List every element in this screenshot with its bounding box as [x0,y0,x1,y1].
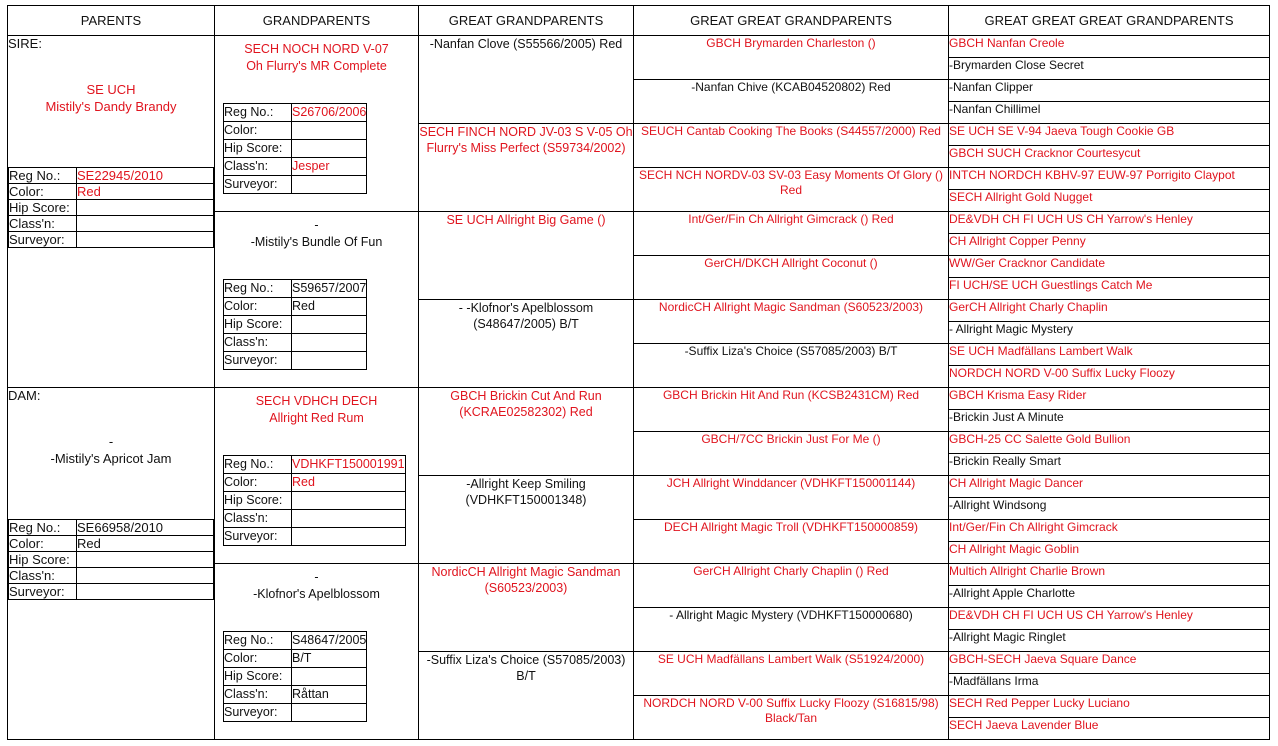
grandparent-name: -Klofnor's Apelblossom [253,587,380,601]
grandparent-hip-label: Hip Score: [224,492,292,510]
grandparent-info-row [224,176,367,194]
great-great-great-grandparent-cell: GBCH-SECH Jaeva Square Dance [949,652,1270,674]
grandparent-info-row [224,704,367,722]
parent-info-row [9,232,214,248]
parent-surveyor-value [77,584,214,600]
grandparent-surveyor-label: Surveyor: [224,528,292,546]
great-great-grandparent-cell: SECH NCH NORDV-03 SV-03 Easy Moments Of Glory () Red [634,168,949,212]
grandparent-reg-value: VDHKFT150001991 [292,456,406,474]
grandparent-info [223,279,367,370]
great-great-grandparent-cell: GBCH/7CC Brickin Just For Me () [634,432,949,476]
grandparent-info-row [224,528,406,546]
parent-surveyor-label: Surveyor: [9,584,77,600]
great-grandparent-cell: SECH FINCH NORD JV-03 S V-05 Oh Flurry's Miss Perfect (S59734/2002) [419,124,634,212]
grandparent-info-row [224,104,367,122]
parent-info-row [9,168,214,184]
header-grandparents: GRANDPARENTS [215,6,419,36]
great-great-great-grandparent-cell: -Allright Magic Ringlet [949,630,1270,652]
great-great-great-grandparent-cell: -Brymarden Close Secret [949,58,1270,80]
grandparent-surveyor-value [292,176,367,194]
grandparent-color-label: Color: [224,650,292,668]
parent-info-row [9,536,214,552]
parent-name-block [8,81,214,161]
great-great-great-grandparent-cell: -Madfällans Irma [949,674,1270,696]
grandparent-hip-label: Hip Score: [224,668,292,686]
grandparent-cell [215,36,419,212]
great-great-grandparent-cell: GBCH Brymarden Charleston () [634,36,949,80]
parent-class-label: Class'n: [9,568,77,584]
grandparent-color-label: Color: [224,474,292,492]
great-great-great-grandparent-cell: -Brickin Just A Minute [949,410,1270,432]
great-grandparent-cell: -Nanfan Clove (S55566/2005) Red [419,36,634,124]
header-parents: PARENTS [8,6,215,36]
great-great-great-grandparent-cell: FI UCH/SE UCH Guestlings Catch Me [949,278,1270,300]
parent-surveyor-label: Surveyor: [9,232,77,248]
great-great-grandparent-cell: SEUCH Cantab Cooking The Books (S44557/2000) Red [634,124,949,168]
parent-hip-value [77,200,214,216]
great-great-great-grandparent-cell: -Allright Apple Charlotte [949,586,1270,608]
great-grandparent-cell: -Suffix Liza's Choice (S57085/2003) B/T [419,652,634,740]
grandparent-cell [215,564,419,740]
grandparent-info-row [224,316,367,334]
grandparent-info [223,631,367,722]
parent-info-row [9,552,214,568]
grandparent-info-row [224,632,367,650]
parent-color-value: Red [77,536,214,552]
parent-color-value: Red [77,184,214,200]
grandparent-class-label: Class'n: [224,686,292,704]
parent-info-row [9,184,214,200]
great-great-great-grandparent-cell: Int/Ger/Fin Ch Allright Gimcrack [949,520,1270,542]
parent-class-label: Class'n: [9,216,77,232]
parent-name: -Mistily's Apricot Jam [50,451,172,466]
great-great-grandparent-cell: -Suffix Liza's Choice (S57085/2003) B/T [634,344,949,388]
grandparent-info-row [224,668,367,686]
grandparent-info-row [224,158,367,176]
grandparent-class-label: Class'n: [224,334,292,352]
grandparent-reg-value: S26706/2006 [292,104,367,122]
great-great-grandparent-cell: GerCH Allright Charly Chaplin () Red [634,564,949,608]
great-great-great-grandparent-cell: - Allright Magic Mystery [949,322,1270,344]
grandparent-hip-label: Hip Score: [224,316,292,334]
grandparent-reg-label: Reg No.: [224,280,292,298]
grandparent-cell [215,388,419,564]
great-great-great-grandparent-cell: -Allright Windsong [949,498,1270,520]
great-great-grandparent-cell: Int/Ger/Fin Ch Allright Gimcrack () Red [634,212,949,256]
header-row [8,6,1270,36]
parent-info-row [9,200,214,216]
grandparent-info-row [224,140,367,158]
parent-class-value [77,216,214,232]
parent-name: Mistily's Dandy Brandy [45,99,177,114]
great-great-great-grandparent-cell: INTCH NORDCH KBHV-97 EUW-97 Porrigito Claypot [949,168,1270,190]
grandparent-color-value: B/T [292,650,367,668]
grandparent-hip-label: Hip Score: [224,140,292,158]
pedigree-row [8,36,1270,58]
grandparent-surveyor-label: Surveyor: [224,704,292,722]
great-great-great-grandparent-cell: GBCH Nanfan Creole [949,36,1270,58]
great-great-grandparent-cell: NORDCH NORD V-00 Suffix Lucky Floozy (S16815/98) Black/Tan [634,696,949,740]
great-grandparent-cell: - -Klofnor's Apelblossom (S48647/2005) B/T [419,300,634,388]
header-great-great-great-grandparents: GREAT GREAT GREAT GRANDPARENTS [949,6,1270,36]
grandparent-color-value: Red [292,474,406,492]
grandparent-hip-value [292,668,367,686]
grandparent-info-row [224,334,367,352]
parent-title: SE UCH [86,82,136,97]
great-great-great-grandparent-cell: SECH Red Pepper Lucky Luciano [949,696,1270,718]
grandparent-color-value: Red [292,298,367,316]
great-great-grandparent-cell: NordicCH Allright Magic Sandman (S60523/2003) [634,300,949,344]
great-great-grandparent-cell: SE UCH Madfällans Lambert Walk (S51924/2000) [634,652,949,696]
grandparent-name: Allright Red Rum [269,411,364,425]
grandparent-title: - [314,218,319,232]
great-grandparent-cell: NordicCH Allright Magic Sandman (S60523/2003) [419,564,634,652]
parent-info-row [9,520,214,536]
grandparent-info-row [224,122,367,140]
grandparent-reg-label: Reg No.: [224,104,292,122]
parent-hip-value [77,552,214,568]
parent-info [8,167,214,248]
parent-hip-label: Hip Score: [9,552,77,568]
sire-cell [8,36,215,388]
grandparent-class-value [292,510,406,528]
grandparent-surveyor-value [292,528,406,546]
parent-class-value [77,568,214,584]
great-great-great-grandparent-cell: NORDCH NORD V-00 Suffix Lucky Floozy [949,366,1270,388]
grandparent-name-block [215,36,418,97]
great-great-great-grandparent-cell: -Nanfan Chillimel [949,102,1270,124]
grandparent-reg-value: S59657/2007 [292,280,367,298]
grandparent-hip-value [292,492,406,510]
grandparent-info-row [224,492,406,510]
great-great-grandparent-cell: DECH Allright Magic Troll (VDHKFT150000859) [634,520,949,564]
great-great-great-grandparent-cell: SE UCH SE V-94 Jaeva Tough Cookie GB [949,124,1270,146]
grandparent-info-row [224,298,367,316]
parent-hip-label: Hip Score: [9,200,77,216]
grandparent-surveyor-label: Surveyor: [224,352,292,370]
grandparent-class-label: Class'n: [224,158,292,176]
dam-label: DAM: [8,388,41,403]
grandparent-class-value: Råttan [292,686,367,704]
parent-info-row [9,584,214,600]
grandparent-info-row [224,352,367,370]
great-great-great-grandparent-cell: CH Allright Copper Penny [949,234,1270,256]
pedigree-body [8,36,1270,740]
parent-reg-label: Reg No.: [9,168,77,184]
great-great-great-grandparent-cell: -Brickin Really Smart [949,454,1270,476]
great-great-great-grandparent-cell: DE&VDH CH FI UCH US CH Yarrow's Henley [949,212,1270,234]
great-great-great-grandparent-cell: CH Allright Magic Dancer [949,476,1270,498]
great-great-great-grandparent-cell: GBCH SUCH Cracknor Courtesycut [949,146,1270,168]
grandparent-class-value: Jesper [292,158,367,176]
grandparent-name-block [215,564,418,625]
great-great-great-grandparent-cell: DE&VDH CH FI UCH US CH Yarrow's Henley [949,608,1270,630]
great-great-great-grandparent-cell: GBCH Krisma Easy Rider [949,388,1270,410]
great-grandparent-cell: SE UCH Allright Big Game () [419,212,634,300]
grandparent-name: -Mistily's Bundle Of Fun [250,235,383,249]
great-great-great-grandparent-cell: SE UCH Madfällans Lambert Walk [949,344,1270,366]
pedigree-row [8,388,1270,410]
grandparent-color-value [292,122,367,140]
grandparent-info-row [224,280,367,298]
grandparent-name: Oh Flurry's MR Complete [246,59,387,73]
grandparent-surveyor-value [292,704,367,722]
grandparent-hip-value [292,316,367,334]
grandparent-info-row [224,510,406,528]
parent-color-label: Color: [9,184,77,200]
great-grandparent-cell: GBCH Brickin Cut And Run (KCRAE02582302) Red [419,388,634,476]
header-great-grandparents: GREAT GRANDPARENTS [419,6,634,36]
grandparent-title: SECH NOCH NORD V-07 [244,42,389,56]
great-great-great-grandparent-cell: -Nanfan Clipper [949,80,1270,102]
parent-color-label: Color: [9,536,77,552]
parent-info [8,519,214,600]
grandparent-cell [215,212,419,388]
grandparent-info [223,455,406,546]
grandparent-color-label: Color: [224,298,292,316]
grandparent-info-row [224,456,406,474]
grandparent-hip-value [292,140,367,158]
grandparent-reg-label: Reg No.: [224,456,292,474]
grandparent-title: - [314,570,319,584]
parent-title: - [108,434,114,449]
parent-reg-value: SE22945/2010 [77,168,214,184]
grandparent-info-row [224,650,367,668]
grandparent-class-value [292,334,367,352]
header-great-great-grandparents: GREAT GREAT GRANDPARENTS [634,6,949,36]
great-great-grandparent-cell: GBCH Brickin Hit And Run (KCSB2431CM) Red [634,388,949,432]
parent-surveyor-value [77,232,214,248]
grandparent-info-row [224,686,367,704]
great-great-great-grandparent-cell: GBCH-25 CC Salette Gold Bullion [949,432,1270,454]
grandparent-reg-value: S48647/2005 [292,632,367,650]
grandparent-surveyor-value [292,352,367,370]
great-great-great-grandparent-cell: CH Allright Magic Goblin [949,542,1270,564]
parent-name-block [8,433,214,513]
great-great-great-grandparent-cell: Multich Allright Charlie Brown [949,564,1270,586]
grandparent-reg-label: Reg No.: [224,632,292,650]
grandparent-title: SECH VDHCH DECH [255,394,378,408]
great-grandparent-cell: -Allright Keep Smiling (VDHKFT150001348) [419,476,634,564]
grandparent-name-block [215,212,418,273]
sire-label: SIRE: [8,36,42,51]
parent-reg-label: Reg No.: [9,520,77,536]
grandparent-info-row [224,474,406,492]
grandparent-info [223,103,367,194]
parent-info-row [9,568,214,584]
great-great-great-grandparent-cell: WW/Ger Cracknor Candidate [949,256,1270,278]
great-great-grandparent-cell: GerCH/DKCH Allright Coconut () [634,256,949,300]
great-great-great-grandparent-cell: SECH Jaeva Lavender Blue [949,718,1270,740]
grandparent-color-label: Color: [224,122,292,140]
great-great-grandparent-cell: - Allright Magic Mystery (VDHKFT150000680) [634,608,949,652]
parent-reg-value: SE66958/2010 [77,520,214,536]
grandparent-class-label: Class'n: [224,510,292,528]
great-great-grandparent-cell: -Nanfan Chive (KCAB04520802) Red [634,80,949,124]
pedigree-table [7,5,1270,740]
grandparent-surveyor-label: Surveyor: [224,176,292,194]
dam-cell [8,388,215,740]
great-great-great-grandparent-cell: SECH Allright Gold Nugget [949,190,1270,212]
parent-info-row [9,216,214,232]
great-great-great-grandparent-cell: GerCH Allright Charly Chaplin [949,300,1270,322]
great-great-grandparent-cell: JCH Allright Winddancer (VDHKFT150001144) [634,476,949,520]
grandparent-name-block [215,388,418,449]
